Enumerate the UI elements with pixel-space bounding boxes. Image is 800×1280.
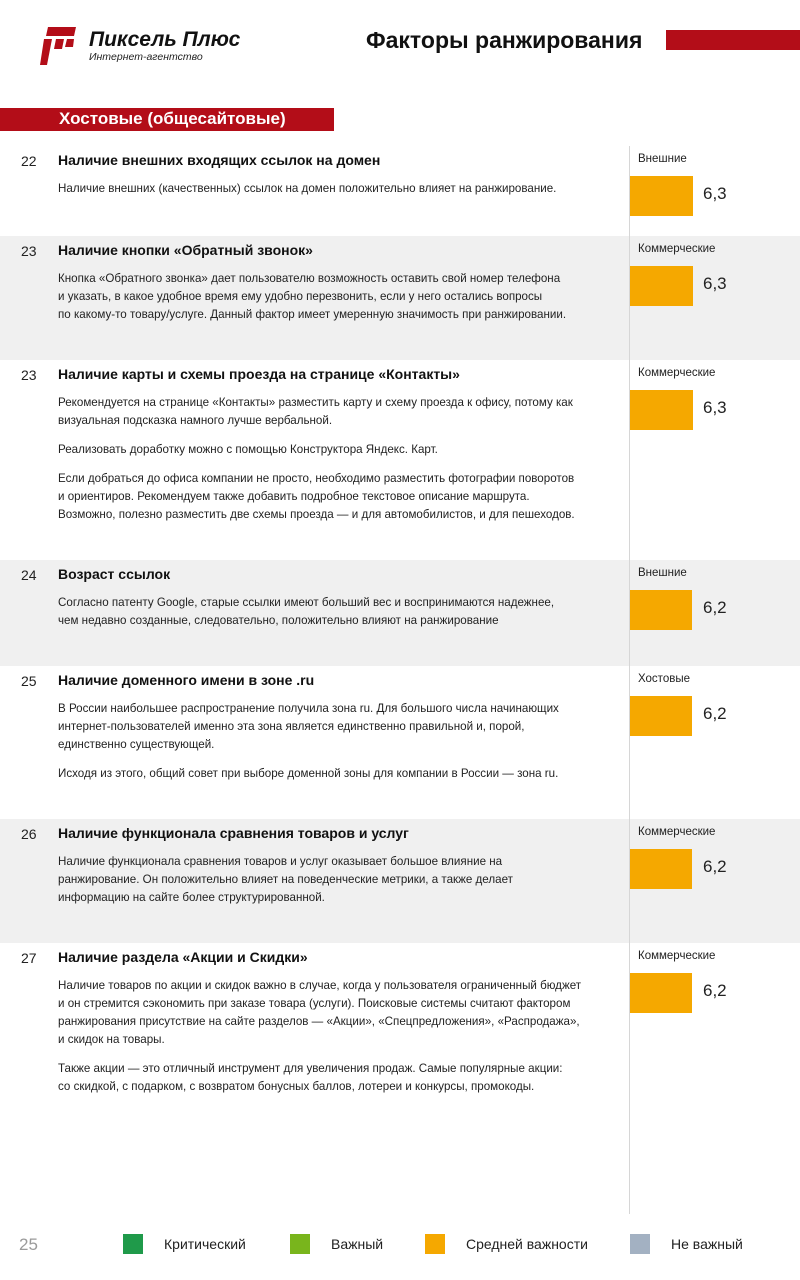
factor-title: Наличие кнопки «Обратный звонок» xyxy=(58,242,313,258)
description-paragraph: Также акции — это отличный инструмент для увеличения продаж. Самые популярные акции: со скидкой, с подарком, с возвратом бонусных баллов, лотереи и конкурсы, промокоды. xyxy=(58,1062,563,1093)
description-paragraph: Исходя из этого, общий совет при выборе доменной зоны для компании в России — зона ru. xyxy=(58,767,559,780)
factor-description xyxy=(58,180,623,209)
factor-category: Коммерческие xyxy=(638,367,716,379)
factor-row xyxy=(0,146,800,236)
factor-category: Коммерческие xyxy=(638,950,716,962)
description-paragraph: Согласно патенту Google, старые ссылки имеют больший вес и воспринимаются надежнее, чем недавно созданные, следовательно, положительно влияют на ранжирование xyxy=(58,596,555,627)
page-number: 25 xyxy=(19,1235,38,1254)
title-accent-bar xyxy=(666,30,800,50)
description-paragraph: Реализовать доработку можно с помощью Конструктора Яндекс. Карт. xyxy=(58,443,438,456)
factor-number: 23 xyxy=(21,243,37,259)
factor-row xyxy=(0,236,800,360)
factor-score: 6,3 xyxy=(703,184,727,203)
legend-swatch xyxy=(123,1234,143,1254)
score-bar xyxy=(630,266,693,306)
factor-number: 22 xyxy=(21,153,37,169)
factor-score: 6,2 xyxy=(703,704,727,723)
description-paragraph: Наличие внешних (качественных) ссылок на домен положительно влияет на ранжирование. xyxy=(58,182,557,195)
factor-title: Наличие раздела «Акции и Скидки» xyxy=(58,949,308,965)
factor-category: Коммерческие xyxy=(638,826,716,838)
legend-swatch xyxy=(630,1234,650,1254)
factor-description xyxy=(58,700,623,794)
factor-title: Наличие внешних входящих ссылок на домен xyxy=(58,152,381,168)
column-divider xyxy=(629,146,630,1214)
legend-label: Критический xyxy=(164,1236,246,1252)
legend-label: Важный xyxy=(331,1236,384,1252)
score-bar xyxy=(630,176,693,216)
score-bar xyxy=(630,590,692,630)
header xyxy=(0,0,800,90)
score-bar xyxy=(630,696,692,736)
factor-title: Наличие карты и схемы проезда на странице «Контакты» xyxy=(58,366,460,382)
page-title: Факторы ранжирования xyxy=(366,27,643,53)
score-bar xyxy=(630,973,692,1013)
factor-row xyxy=(0,666,800,819)
factor-description xyxy=(58,853,623,918)
factor-title: Наличие функционала сравнения товаров и услуг xyxy=(58,825,409,841)
factor-score: 6,2 xyxy=(703,981,727,1000)
description-paragraph: Наличие товаров по акции и скидок важно в случае, когда у пользователя ограниченный бюджет и он стремится сэкономить при заказе товара (услуги). Поисковые системы считают фактором ранжирования присутствие на сайте разделов — «Акции», «Спецпредложения», «Распродажа», и скидок на товары. xyxy=(58,979,582,1046)
legend-label: Средней важности xyxy=(466,1236,588,1252)
factor-row xyxy=(0,360,800,560)
legend-label: Не важный xyxy=(671,1236,743,1252)
factor-row xyxy=(0,819,800,943)
factor-category: Внешние xyxy=(638,153,687,165)
description-paragraph: Наличие функционала сравнения товаров и услуг оказывает большое влияние на ранжирование. Он положительно влияет на поведенческие метрики, а также делает информацию на сайте более структурированной. xyxy=(58,855,513,904)
description-paragraph: Рекомендуется на странице «Контакты» разместить карту и схему проезда к офису, потому как визуальная подсказка намного лучше вербальной. xyxy=(58,396,573,427)
factor-number: 23 xyxy=(21,367,37,383)
factor-row xyxy=(0,560,800,666)
description-paragraph: Кнопка «Обратного звонка» дает пользователю возможность оставить свой номер телефона и указать, в какое удобное время ему удобно перезвонить, если у него остались вопросы по какому-то товару/услуге. Данный фактор имеет умеренную значимость при ранжировании. xyxy=(58,272,567,321)
logo-tagline: Интернет-агентство xyxy=(89,51,203,63)
legend-swatch xyxy=(290,1234,310,1254)
factor-score: 6,3 xyxy=(703,274,727,293)
factor-description xyxy=(58,594,623,641)
score-bar xyxy=(630,390,693,430)
legend-swatch xyxy=(425,1234,445,1254)
factor-category: Коммерческие xyxy=(638,243,716,255)
section-title: Хостовые (общесайтовые) xyxy=(59,109,286,128)
factor-category: Внешние xyxy=(638,567,687,579)
factor-description xyxy=(58,394,623,535)
logo-name: Пиксель Плюс xyxy=(89,28,241,51)
score-bar xyxy=(630,849,692,889)
factor-score: 6,3 xyxy=(703,398,727,417)
factor-score: 6,2 xyxy=(703,598,727,617)
factor-number: 24 xyxy=(21,567,37,583)
factor-number: 25 xyxy=(21,673,37,689)
factor-description xyxy=(58,270,623,335)
factor-category: Хостовые xyxy=(638,673,690,685)
factor-description xyxy=(58,977,623,1107)
factor-number: 27 xyxy=(21,950,37,966)
description-paragraph: В России наибольшее распространение получила зона ru. Для большого числа начинающих интернет-пользователей именно эта зона является единственно правильной и, порой, единственно существующей. xyxy=(58,702,559,751)
factor-title: Возраст ссылок xyxy=(58,566,171,582)
factor-title: Наличие доменного имени в зоне .ru xyxy=(58,672,315,688)
description-paragraph: Если добраться до офиса компании не просто, необходимо разместить фотографии поворотов и ориентиров. Рекомендуем также добавить подробное текстовое описание маршрута. Возможно, полезно разместить две схемы проезда — и для автомобилистов, и для пешеходов. xyxy=(58,472,575,521)
factor-row xyxy=(0,943,800,1143)
pixel-plus-logo-icon xyxy=(40,27,76,65)
factor-score: 6,2 xyxy=(703,857,727,876)
section-header xyxy=(0,108,334,131)
factor-number: 26 xyxy=(21,826,37,842)
